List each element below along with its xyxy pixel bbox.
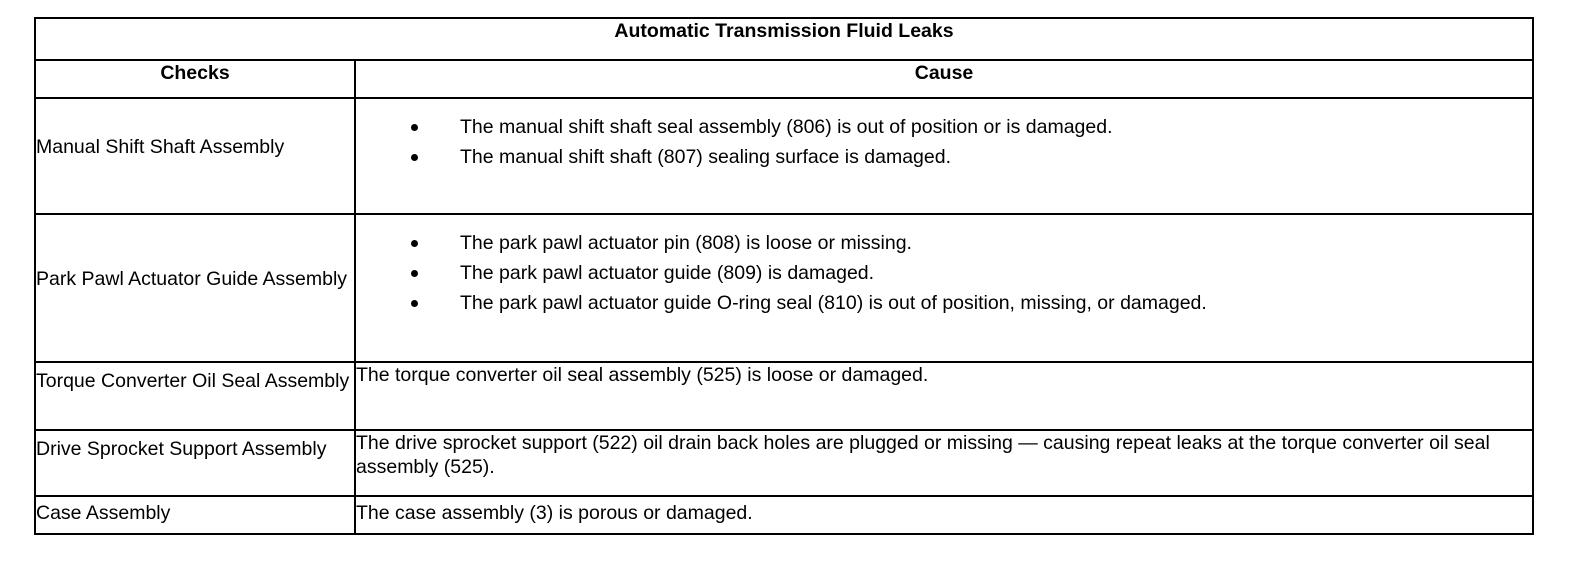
cause-text: The manual shift shaft (807) sealing surface is damaged. xyxy=(460,146,952,168)
bullet-icon xyxy=(411,270,418,277)
check-cell xyxy=(35,430,355,496)
bullet-icon xyxy=(411,154,418,161)
cause-text: The case assembly (3) is porous or damaged. xyxy=(356,502,753,524)
table-row xyxy=(35,98,1533,214)
table-row xyxy=(35,496,1533,534)
check-cell xyxy=(35,496,355,534)
bullet-icon xyxy=(411,124,418,131)
check-cell xyxy=(35,214,355,362)
cause-text: The park pawl actuator guide O-ring seal (810) is out of position, missing, or damaged. xyxy=(460,292,1207,314)
cause-text: The park pawl actuator guide (809) is damaged. xyxy=(460,262,875,284)
check-cell xyxy=(35,362,355,430)
cause-cell xyxy=(355,496,1533,534)
bullet-icon xyxy=(411,300,418,307)
cause-cell xyxy=(355,430,1533,496)
check-label: Torque Converter Oil Seal Assembly xyxy=(36,370,350,392)
cause-cell xyxy=(355,362,1533,430)
bullet-icon xyxy=(411,240,418,247)
cause-header: Cause xyxy=(355,60,1533,98)
table-row xyxy=(35,430,1533,496)
cause-cell xyxy=(355,214,1533,362)
check-label: Manual Shift Shaft Assembly xyxy=(36,136,285,158)
fluid-leaks-table xyxy=(34,17,1534,535)
table-row xyxy=(35,362,1533,430)
list-item xyxy=(356,258,1532,288)
cause-text: The drive sprocket support (522) oil drain back holes are plugged or missing — causing repeat leaks at the torque converter oil seal assembly (525). xyxy=(356,432,1490,478)
check-label: Case Assembly xyxy=(36,502,171,524)
checks-header: Checks xyxy=(35,60,355,98)
cause-text: The torque converter oil seal assembly (525) is loose or damaged. xyxy=(356,364,929,386)
list-item xyxy=(356,142,1532,172)
header-row xyxy=(35,60,1533,98)
table-row xyxy=(35,214,1533,362)
check-cell xyxy=(35,98,355,214)
check-label: Drive Sprocket Support Assembly xyxy=(36,438,327,460)
cause-text: The park pawl actuator pin (808) is loose or missing. xyxy=(460,232,912,254)
list-item xyxy=(356,288,1532,318)
table-title: Automatic Transmission Fluid Leaks xyxy=(35,18,1533,60)
cause-cell xyxy=(355,98,1533,214)
cause-list xyxy=(356,99,1532,172)
list-item xyxy=(356,112,1532,142)
check-label: Park Pawl Actuator Guide Assembly xyxy=(36,268,348,290)
title-row xyxy=(35,18,1533,60)
list-item xyxy=(356,228,1532,258)
cause-list xyxy=(356,215,1532,318)
cause-text: The manual shift shaft seal assembly (806) is out of position or is damaged. xyxy=(460,116,1113,138)
